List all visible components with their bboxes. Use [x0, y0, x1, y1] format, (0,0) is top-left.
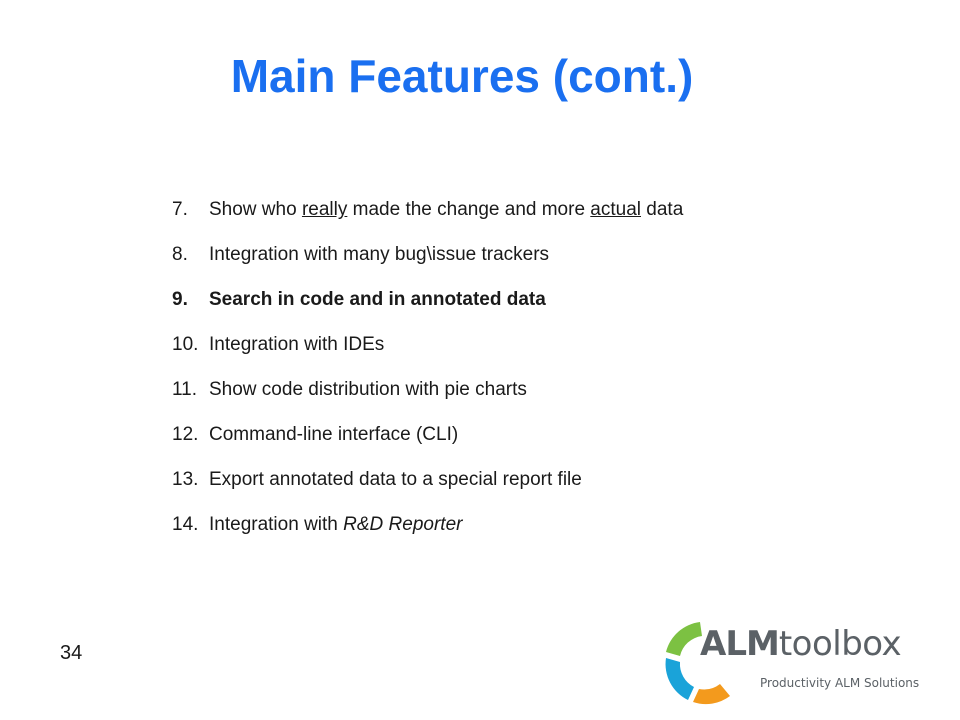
list-item-highlighted — [172, 278, 872, 323]
item-text: Command-line interface (CLI) — [209, 423, 459, 445]
list-item — [172, 502, 872, 547]
text-segment: made the change and more — [347, 199, 591, 221]
text-segment: Show who — [209, 199, 302, 221]
item-text: Integration with IDEs — [209, 334, 385, 356]
logo-toolbox: toolbox — [778, 624, 902, 664]
item-text: Integration with many bug\issue trackers — [209, 244, 550, 266]
item-number: 13. — [172, 468, 199, 490]
item-number: 12. — [172, 423, 199, 445]
underlined-word: actual — [590, 199, 641, 221]
page-number: 34 — [60, 642, 83, 664]
slide-title: Main Features (cont.) — [230, 50, 694, 102]
item-text: Search in code and in annotated data — [209, 289, 546, 311]
list-item — [172, 457, 872, 502]
item-number: 14. — [172, 513, 199, 535]
list-item — [172, 188, 872, 233]
italic-product-name: R&D Reporter — [343, 513, 463, 535]
item-number: 10. — [172, 334, 199, 356]
logo-alm: ALM — [700, 624, 779, 664]
item-text: Export annotated data to a special report file — [209, 468, 582, 490]
list-item — [172, 368, 872, 413]
item-number: 8. — [172, 244, 188, 266]
list-item — [172, 233, 872, 278]
feature-list — [172, 188, 872, 547]
item-number: 7. — [172, 199, 188, 221]
logo-wordmark — [700, 624, 901, 664]
list-item — [172, 412, 872, 457]
item-text: Show code distribution with pie charts — [209, 379, 527, 400]
text-segment: data — [641, 199, 684, 221]
company-logo — [660, 618, 920, 708]
item-text — [209, 514, 462, 536]
text-segment: Integration with — [209, 513, 344, 535]
logo-tagline: Productivity ALM Solutions — [760, 676, 920, 690]
list-item — [172, 323, 872, 368]
item-number: 11. — [172, 379, 198, 400]
underlined-word: really — [301, 199, 348, 221]
item-number: 9. — [172, 289, 188, 311]
item-text — [209, 199, 683, 221]
